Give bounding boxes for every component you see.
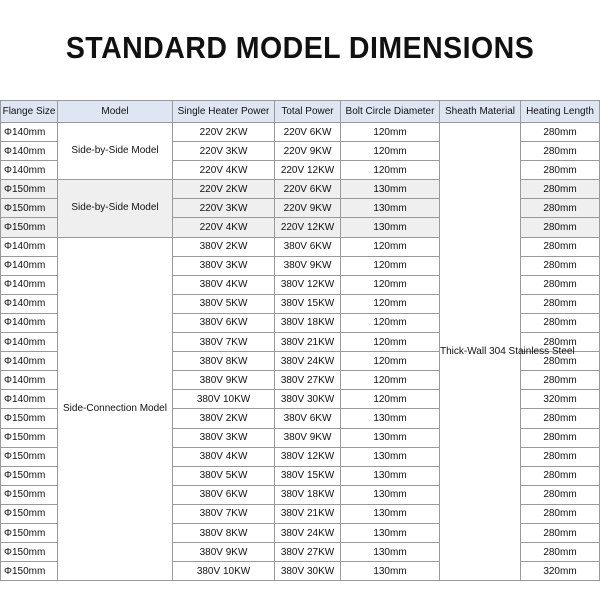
- bolt-circle-diameter-cell: 120mm: [341, 352, 440, 371]
- header-sheath-material: Sheath Material: [440, 101, 521, 123]
- header-heating-length: Heating Length: [521, 101, 600, 123]
- bolt-circle-diameter-cell: 120mm: [341, 237, 440, 256]
- single-heater-power-cell: 380V 9KW: [173, 371, 275, 390]
- total-power-cell: 380V 9KW: [275, 428, 341, 447]
- flange-size-cell: Φ150mm: [1, 562, 58, 581]
- bolt-circle-diameter-cell: 120mm: [341, 142, 440, 161]
- bolt-circle-diameter-cell: 130mm: [341, 199, 440, 218]
- heating-length-cell: 280mm: [521, 237, 600, 256]
- heating-length-cell: 320mm: [521, 390, 600, 409]
- total-power-cell: 380V 6KW: [275, 237, 341, 256]
- single-heater-power-cell: 220V 4KW: [173, 218, 275, 237]
- single-heater-power-cell: 380V 9KW: [173, 543, 275, 562]
- header-total-power: Total Power: [275, 101, 341, 123]
- flange-size-cell: Φ140mm: [1, 371, 58, 390]
- total-power-cell: 380V 18KW: [275, 313, 341, 332]
- total-power-cell: 380V 18KW: [275, 485, 341, 504]
- flange-size-cell: Φ140mm: [1, 313, 58, 332]
- flange-size-cell: Φ150mm: [1, 447, 58, 466]
- flange-size-cell: Φ150mm: [1, 199, 58, 218]
- heating-length-cell: 280mm: [521, 543, 600, 562]
- heating-length-cell: 280mm: [521, 142, 600, 161]
- header-model: Model: [58, 101, 173, 123]
- model-cell: Side-by-Side Model: [58, 123, 173, 180]
- heating-length-cell: 280mm: [521, 466, 600, 485]
- heating-length-cell: 280mm: [521, 313, 600, 332]
- bolt-circle-diameter-cell: 120mm: [341, 333, 440, 352]
- bolt-circle-diameter-cell: 130mm: [341, 562, 440, 581]
- bolt-circle-diameter-cell: 130mm: [341, 218, 440, 237]
- heating-length-cell: 280mm: [521, 409, 600, 428]
- flange-size-cell: Φ140mm: [1, 161, 58, 180]
- bolt-circle-diameter-cell: 130mm: [341, 409, 440, 428]
- heating-length-cell: 280mm: [521, 371, 600, 390]
- header-flange-size: Flange Size: [1, 101, 58, 123]
- heating-length-cell: 280mm: [521, 161, 600, 180]
- dimensions-table: [0, 100, 600, 581]
- bolt-circle-diameter-cell: 120mm: [341, 294, 440, 313]
- single-heater-power-cell: 380V 4KW: [173, 447, 275, 466]
- flange-size-cell: Φ140mm: [1, 333, 58, 352]
- flange-size-cell: Φ150mm: [1, 485, 58, 504]
- flange-size-cell: Φ140mm: [1, 352, 58, 371]
- table-body: [1, 123, 600, 581]
- single-heater-power-cell: 380V 8KW: [173, 352, 275, 371]
- heating-length-cell: 280mm: [521, 523, 600, 542]
- heating-length-cell: 280mm: [521, 352, 600, 371]
- model-cell: Side-Connection Model: [58, 237, 173, 581]
- bolt-circle-diameter-cell: 130mm: [341, 466, 440, 485]
- total-power-cell: 380V 24KW: [275, 352, 341, 371]
- total-power-cell: 380V 30KW: [275, 562, 341, 581]
- single-heater-power-cell: 380V 3KW: [173, 256, 275, 275]
- single-heater-power-cell: 380V 6KW: [173, 313, 275, 332]
- flange-size-cell: Φ150mm: [1, 218, 58, 237]
- heating-length-cell: 280mm: [521, 333, 600, 352]
- bolt-circle-diameter-cell: 120mm: [341, 275, 440, 294]
- single-heater-power-cell: 380V 10KW: [173, 562, 275, 581]
- table-row: [1, 123, 600, 142]
- total-power-cell: 380V 21KW: [275, 333, 341, 352]
- total-power-cell: 220V 9KW: [275, 199, 341, 218]
- flange-size-cell: Φ150mm: [1, 504, 58, 523]
- heating-length-cell: 280mm: [521, 180, 600, 199]
- flange-size-cell: Φ140mm: [1, 256, 58, 275]
- bolt-circle-diameter-cell: 130mm: [341, 485, 440, 504]
- heating-length-cell: 280mm: [521, 485, 600, 504]
- bolt-circle-diameter-cell: 130mm: [341, 447, 440, 466]
- single-heater-power-cell: 380V 5KW: [173, 294, 275, 313]
- bolt-circle-diameter-cell: 120mm: [341, 161, 440, 180]
- single-heater-power-cell: 380V 6KW: [173, 485, 275, 504]
- total-power-cell: 220V 12KW: [275, 218, 341, 237]
- bolt-circle-diameter-cell: 130mm: [341, 428, 440, 447]
- total-power-cell: 220V 12KW: [275, 161, 341, 180]
- page-title: STANDARD MODEL DIMENSIONS: [65, 30, 535, 65]
- heating-length-cell: 280mm: [521, 123, 600, 142]
- bolt-circle-diameter-cell: 120mm: [341, 390, 440, 409]
- model-cell: Side-by-Side Model: [58, 180, 173, 237]
- bolt-circle-diameter-cell: 120mm: [341, 313, 440, 332]
- flange-size-cell: Φ150mm: [1, 428, 58, 447]
- table-header-row: [1, 101, 600, 123]
- heating-length-cell: 280mm: [521, 294, 600, 313]
- bolt-circle-diameter-cell: 120mm: [341, 371, 440, 390]
- header-bolt-circle-diameter: Bolt Circle Diameter: [341, 101, 440, 123]
- single-heater-power-cell: 380V 3KW: [173, 428, 275, 447]
- flange-size-cell: Φ150mm: [1, 543, 58, 562]
- single-heater-power-cell: 380V 2KW: [173, 237, 275, 256]
- flange-size-cell: Φ150mm: [1, 409, 58, 428]
- flange-size-cell: Φ140mm: [1, 294, 58, 313]
- flange-size-cell: Φ140mm: [1, 142, 58, 161]
- heating-length-cell: 280mm: [521, 428, 600, 447]
- total-power-cell: 380V 30KW: [275, 390, 341, 409]
- flange-size-cell: Φ140mm: [1, 123, 58, 142]
- bolt-circle-diameter-cell: 130mm: [341, 504, 440, 523]
- flange-size-cell: Φ150mm: [1, 180, 58, 199]
- heating-length-cell: 280mm: [521, 199, 600, 218]
- total-power-cell: 220V 9KW: [275, 142, 341, 161]
- single-heater-power-cell: 380V 2KW: [173, 409, 275, 428]
- heating-length-cell: 280mm: [521, 275, 600, 294]
- single-heater-power-cell: 220V 2KW: [173, 123, 275, 142]
- total-power-cell: 380V 24KW: [275, 523, 341, 542]
- flange-size-cell: Φ150mm: [1, 466, 58, 485]
- header-single-heater-power: Single Heater Power: [173, 101, 275, 123]
- total-power-cell: 380V 27KW: [275, 371, 341, 390]
- bolt-circle-diameter-cell: 120mm: [341, 123, 440, 142]
- single-heater-power-cell: 380V 5KW: [173, 466, 275, 485]
- heating-length-cell: 280mm: [521, 504, 600, 523]
- total-power-cell: 220V 6KW: [275, 123, 341, 142]
- heating-length-cell: 320mm: [521, 562, 600, 581]
- heating-length-cell: 280mm: [521, 447, 600, 466]
- flange-size-cell: Φ150mm: [1, 523, 58, 542]
- single-heater-power-cell: 380V 7KW: [173, 504, 275, 523]
- single-heater-power-cell: 220V 3KW: [173, 199, 275, 218]
- total-power-cell: 380V 15KW: [275, 466, 341, 485]
- single-heater-power-cell: 380V 8KW: [173, 523, 275, 542]
- flange-size-cell: Φ140mm: [1, 237, 58, 256]
- single-heater-power-cell: 380V 4KW: [173, 275, 275, 294]
- bolt-circle-diameter-cell: 130mm: [341, 543, 440, 562]
- total-power-cell: 220V 6KW: [275, 180, 341, 199]
- single-heater-power-cell: 380V 10KW: [173, 390, 275, 409]
- total-power-cell: 380V 9KW: [275, 256, 341, 275]
- total-power-cell: 380V 15KW: [275, 294, 341, 313]
- bolt-circle-diameter-cell: 130mm: [341, 523, 440, 542]
- total-power-cell: 380V 27KW: [275, 543, 341, 562]
- total-power-cell: 380V 12KW: [275, 447, 341, 466]
- total-power-cell: 380V 6KW: [275, 409, 341, 428]
- single-heater-power-cell: 380V 7KW: [173, 333, 275, 352]
- heating-length-cell: 280mm: [521, 218, 600, 237]
- total-power-cell: 380V 12KW: [275, 275, 341, 294]
- heating-length-cell: 280mm: [521, 256, 600, 275]
- single-heater-power-cell: 220V 3KW: [173, 142, 275, 161]
- total-power-cell: 380V 21KW: [275, 504, 341, 523]
- bolt-circle-diameter-cell: 120mm: [341, 256, 440, 275]
- single-heater-power-cell: 220V 2KW: [173, 180, 275, 199]
- single-heater-power-cell: 220V 4KW: [173, 161, 275, 180]
- bolt-circle-diameter-cell: 130mm: [341, 180, 440, 199]
- flange-size-cell: Φ140mm: [1, 275, 58, 294]
- flange-size-cell: Φ140mm: [1, 390, 58, 409]
- sheath-material-cell: Thick-Wall 304 Stainless Steel: [440, 123, 521, 581]
